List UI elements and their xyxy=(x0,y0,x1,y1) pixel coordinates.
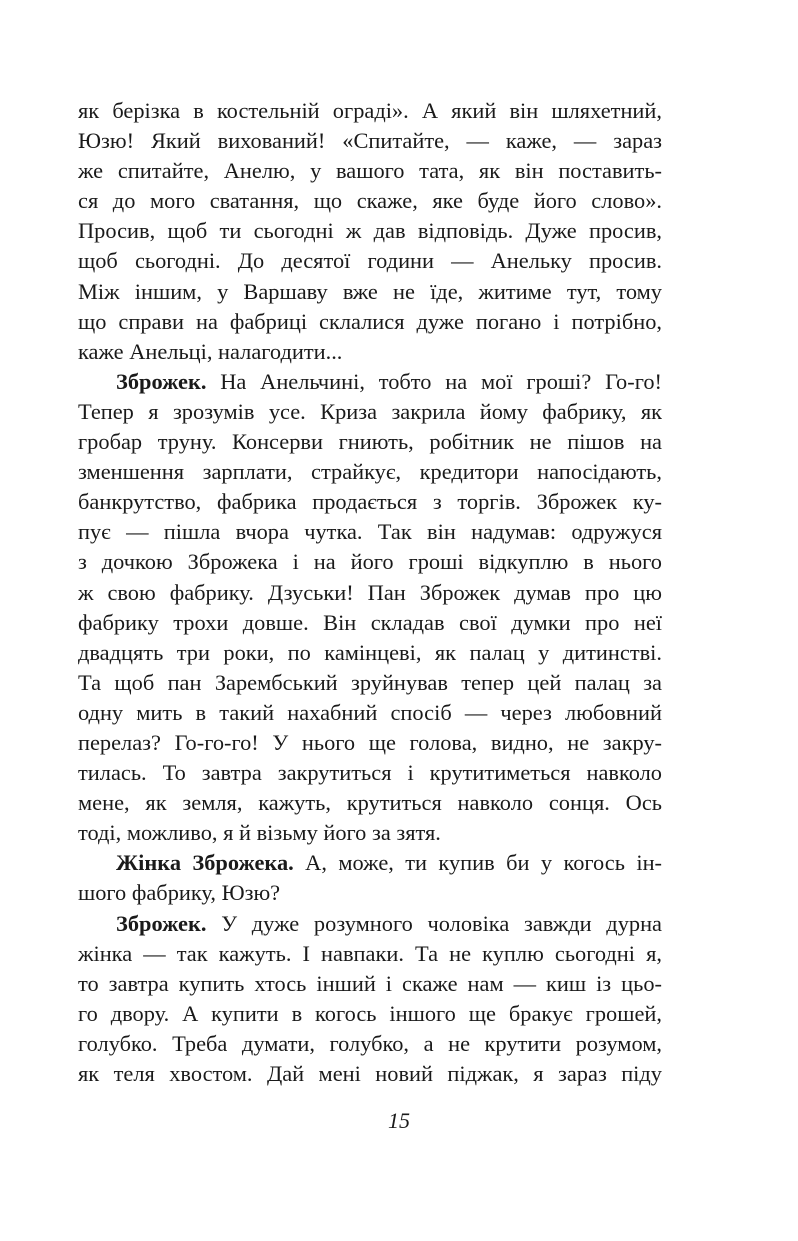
text-line: пує — пішла вчора чутка. Так він надумав: одружуся xyxy=(78,519,662,545)
paragraph-3 xyxy=(78,848,662,908)
text-line: Та щоб пан Зарембський зруйнував тепер цей палац за xyxy=(78,669,662,695)
text-line: жінка — так кажуть. І навпаки. Та не куплю сьогодні я, xyxy=(78,940,662,966)
text-line: банкрутство, фабрика продається з торгів. Зброжек ку- xyxy=(78,489,662,515)
text-line: фабрику трохи довше. Він складав свої думки про неї xyxy=(78,609,662,635)
paragraph-4 xyxy=(78,909,662,1090)
text-line: же спитайте, Анелю, у вашого тата, як він поставить- xyxy=(78,158,662,184)
text-line: двадцять три роки, по камінцеві, як палац у дитинстві. xyxy=(78,639,662,665)
text-line: зменшення зарплати, страйкує, кредитори напосідають, xyxy=(78,459,662,485)
text-line: що справи на фабриці склалися дуже погано і потрібно, xyxy=(78,308,662,334)
speaker-name: Зброжек. xyxy=(116,368,207,394)
text-line xyxy=(78,367,662,397)
paragraph-1 xyxy=(78,96,662,367)
text-line: як берізка в костельній ограді». А який він шляхетний, xyxy=(78,98,662,123)
paragraph-2 xyxy=(78,367,662,849)
speaker-name: Зброжек. xyxy=(116,910,207,936)
text-line: каже Анельці, налагодити... xyxy=(78,338,343,364)
text-line: тилась. То завтра закрутиться і крутитиметься навколо xyxy=(78,760,662,786)
line-text: У дуже розумного чоловіка завжди дурна xyxy=(206,910,662,936)
text-line: гробар труну. Консерви гниють, робітник не пішов на xyxy=(78,429,662,455)
text-line: перелаз? Го-го-го! У нього ще голова, видно, не закру- xyxy=(78,729,662,755)
text-line: го двору. А купити в когось іншого ще бракує грошей, xyxy=(78,1000,662,1026)
text-line: як теля хвостом. Дай мені новий піджак, я зараз піду xyxy=(78,1061,662,1086)
text-line: з дочкою Зброжека і на його гроші відкуплю в нього xyxy=(78,549,662,575)
text-line: тоді, можливо, я й візьму його за зятя. xyxy=(78,820,441,846)
text-line: то завтра купить хтось інший і скаже нам — киш із цьо- xyxy=(78,970,662,996)
speaker-name: Жінка Зброжека. xyxy=(116,850,294,876)
text-line: одну мить в такий нахабний спосіб — через любовний xyxy=(78,699,662,725)
text-line: Юзю! Який вихований! «Спитайте, — каже, — зараз xyxy=(78,128,662,154)
text-line: ся до мого сватання, що скаже, яке буде його слово». xyxy=(78,188,662,214)
text-line: Просив, щоб ти сьогодні ж дав відповідь. Дуже просив, xyxy=(78,218,662,244)
text-line: мене, як земля, кажуть, крутиться навколо сонця. Ось xyxy=(78,790,662,816)
text-line: Тепер я зрозумів усе. Криза закрила йому фабрику, як xyxy=(78,398,662,424)
page-body xyxy=(78,96,662,1089)
text-line: ж свою фабрику. Дзуськи! Пан Зброжек думав про цю xyxy=(78,579,662,605)
line-text: На Анельчині, тобто на мої гроші? Го-го! xyxy=(206,368,662,394)
text-line: шого фабрику, Юзю? xyxy=(78,880,281,906)
text-line xyxy=(78,848,662,878)
line-text: А, може, ти купив би у когось ін- xyxy=(293,850,662,876)
text-line: Між іншим, у Варшаву вже не їде, житиме тут, тому xyxy=(78,278,662,304)
text-line: щоб сьогодні. До десятої години — Анельку просив. xyxy=(78,248,662,274)
text-line xyxy=(78,909,662,939)
page-number: 15 xyxy=(388,1108,410,1133)
text-line: голубко. Треба думати, голубко, а не крутити розумом, xyxy=(78,1030,662,1056)
